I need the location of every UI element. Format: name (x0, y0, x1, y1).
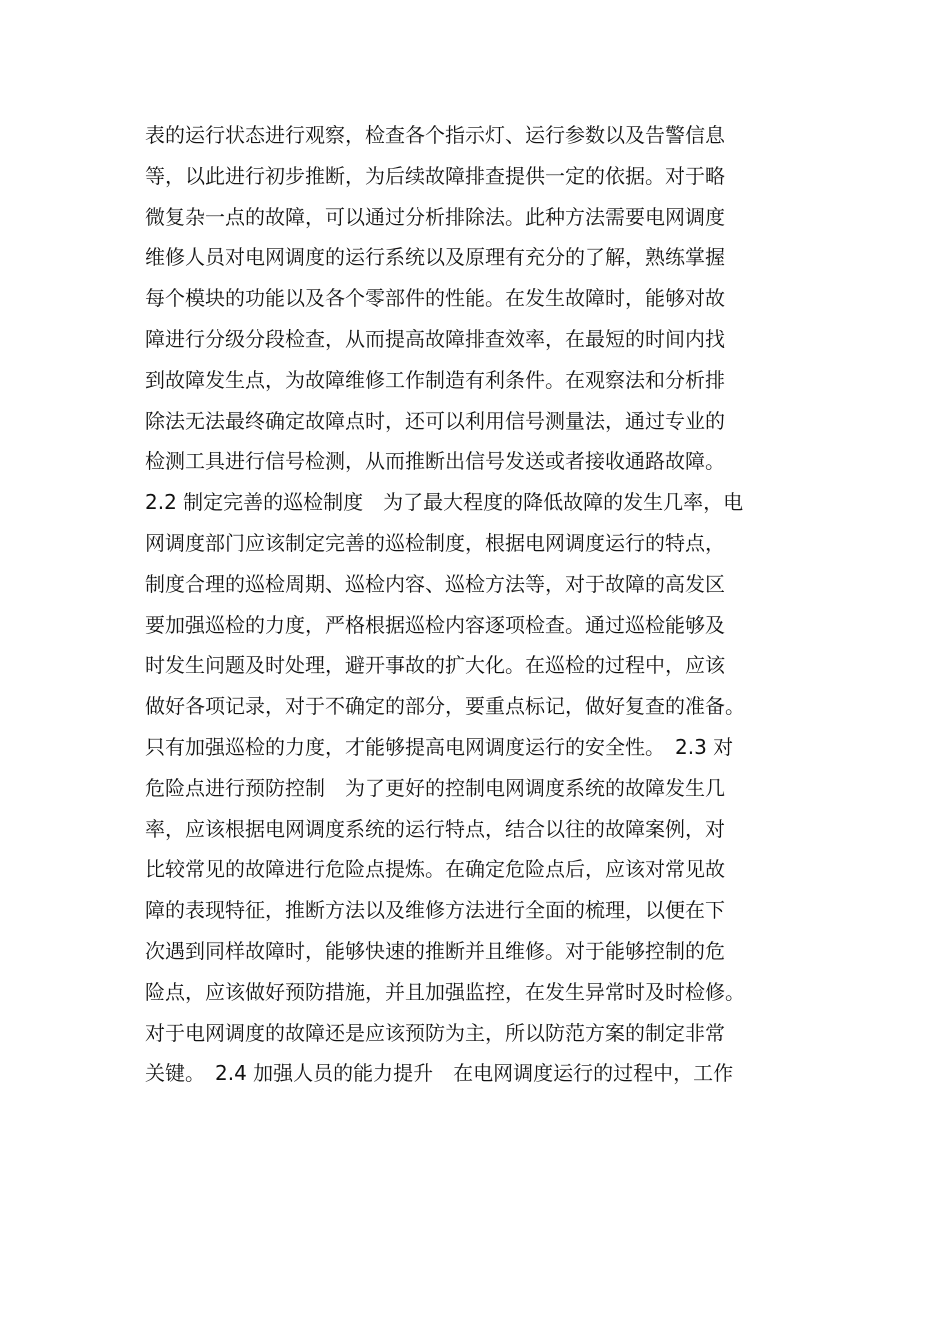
text-line: 障进行分级分段检查，从而提高故障排查效率，在最短的时间内找 (145, 326, 725, 351)
text-line: 次遇到同样故障时，能够快速的推断并且维修。对于能够控制的危 (145, 938, 725, 963)
text-line: 到故障发生点，为故障维修工作制造有利条件。在观察法和分析排 (145, 367, 725, 392)
text-line: 障的表现特征，推断方法以及维修方法进行全面的梳理，以便在下 (145, 898, 725, 923)
text-line: 等，以此进行初步推断，为后续故障排查提供一定的依据。对于略 (145, 163, 725, 188)
text-line: 要加强巡检的力度，严格根据巡检内容逐项检查。通过巡检能够及 (145, 612, 725, 637)
text-line: 网调度部门应该制定完善的巡检制度，根据电网调度运行的特点， (145, 530, 725, 555)
text-line: 比较常见的故障进行危险点提炼。在确定危险点后，应该对常见故 (145, 857, 725, 882)
text-line: 险点，应该做好预防措施，并且加强监控，在发生异常时及时检修。 (145, 979, 745, 1004)
section-heading-line: 只有加强巡检的力度，才能够提高电网调度运行的安全性。 2.3 对 (145, 734, 734, 759)
section-heading-line: 关键。 2.4 加强人员的能力提升 在电网调度运行的过程中，工作 (145, 1061, 734, 1086)
text-line: 时发生问题及时处理，避开事故的扩大化。在巡检的过程中，应该 (145, 653, 725, 678)
text-line: 检测工具进行信号检测，从而推断出信号发送或者接收通路故障。 (145, 449, 725, 474)
text-line: 做好各项记录，对于不确定的部分，要重点标记，做好复查的准备。 (145, 694, 745, 719)
text-line: 表的运行状态进行观察，检查各个指示灯、运行参数以及告警信息 (145, 123, 725, 147)
text-line: 率，应该根据电网调度系统的运行特点，结合以往的故障案例，对 (145, 816, 725, 841)
text-line: 危险点进行预防控制 为了更好的控制电网调度系统的故障发生几 (145, 775, 725, 800)
text-line: 每个模块的功能以及各个零部件的性能。在发生故障时，能够对故 (145, 286, 725, 311)
text-line: 制度合理的巡检周期、巡检内容、巡检方法等，对于故障的高发区 (145, 571, 725, 596)
text-line: 维修人员对电网调度的运行系统以及原理有充分的了解，熟练掌握 (145, 245, 725, 270)
text-line: 除法无法最终确定故障点时，还可以利用信号测量法，通过专业的 (145, 408, 725, 433)
section-heading-line: 2.2 制定完善的巡检制度 为了最大程度的降低故障的发生几率，电 (145, 490, 744, 515)
text-line: 微复杂一点的故障，可以通过分析排除法。此种方法需要电网调度 (145, 204, 725, 229)
text-line: 对于电网调度的故障还是应该预防为主，所以防范方案的制定非常 (145, 1020, 725, 1045)
body-text (145, 115, 825, 1094)
